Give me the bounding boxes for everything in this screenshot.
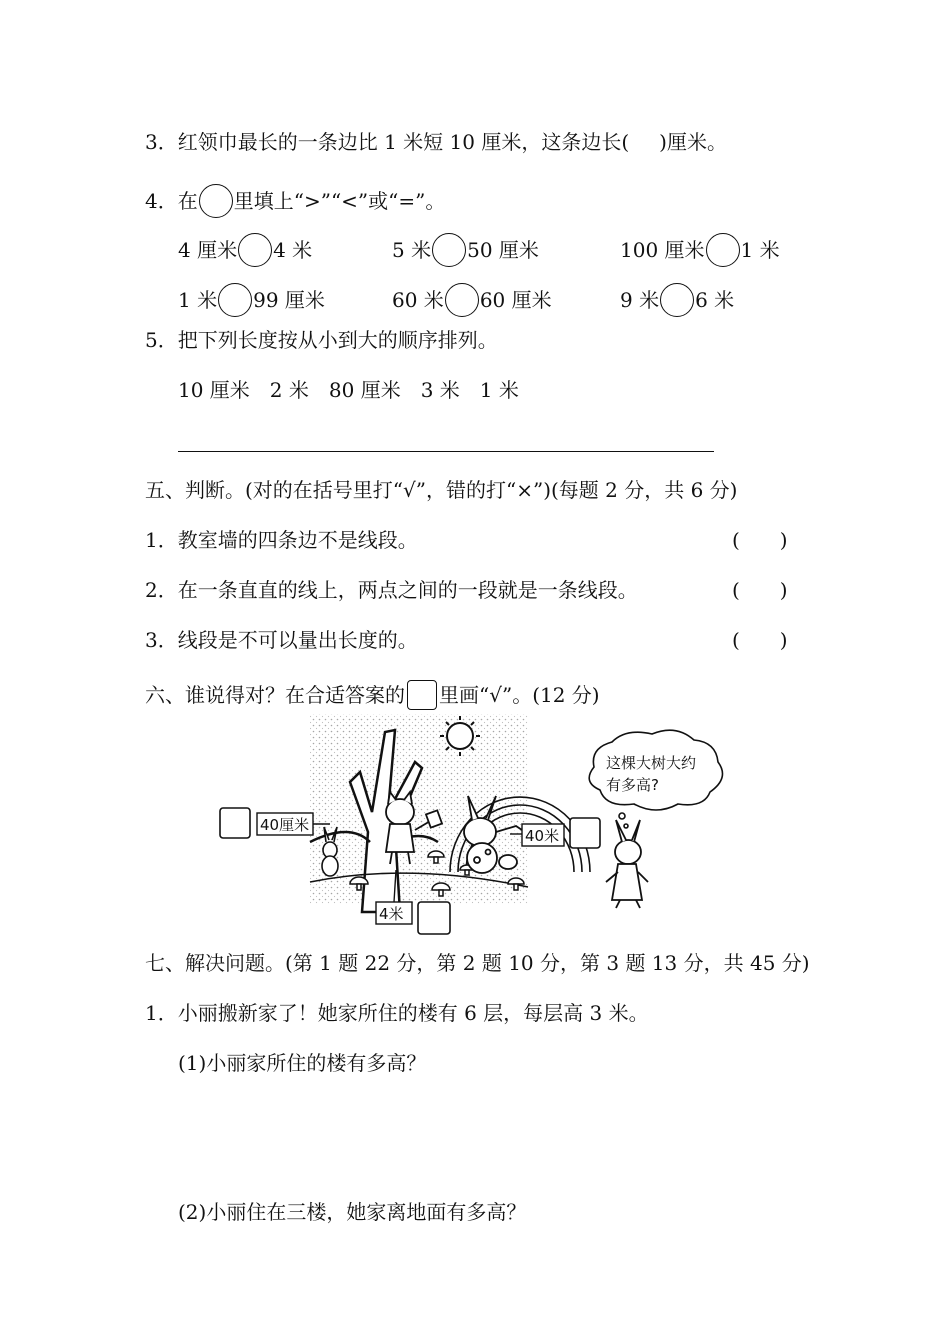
answer-box-bottom[interactable] (418, 902, 450, 934)
compare-left: 9 米 (620, 288, 660, 312)
question-4-3 (145, 128, 727, 156)
compare-right: 6 米 (695, 288, 735, 312)
compare-left: 1 米 (178, 288, 218, 312)
compare-left: 100 厘米 (620, 238, 705, 262)
compare-circle[interactable] (238, 233, 272, 267)
compare-circle[interactable] (432, 233, 466, 267)
question-text: 红领巾最长的一条边比 1 米短 10 厘米，这条边长( (177, 130, 630, 154)
rabbit-character-icon (606, 820, 648, 908)
circle-icon (199, 184, 233, 218)
section-7-heading: 七、解决问题。(第 1 题 22 分，第 2 题 10 分，第 3 题 13 分，共 45 分) (145, 951, 810, 975)
instruction-text-end: 里填上“>”“<”或“=”。 (233, 189, 446, 213)
square-icon (407, 680, 437, 710)
sun-icon (440, 716, 480, 756)
length-values: 10 厘米 2 米 80 厘米 3 米 1 米 (178, 378, 519, 402)
question-text: 小丽搬新家了！她家所住的楼有 6 层，每层高 3 米。 (177, 1001, 649, 1025)
question-4-4 (145, 184, 445, 218)
problem-1 (145, 999, 649, 1027)
question-number: 3． (145, 130, 178, 154)
judge-paren-3[interactable]: ( ) (732, 628, 788, 652)
compare-right: 99 厘米 (253, 288, 325, 312)
question-number: 3． (145, 628, 178, 652)
judge-item-2 (145, 576, 638, 604)
compare-right: 1 米 (740, 238, 780, 262)
bubble-text-line-2: 有多高? (606, 776, 659, 794)
compare-right: 4 米 (273, 238, 313, 262)
compare-right: 60 厘米 (479, 288, 552, 312)
label-right: 40米 (525, 827, 560, 845)
stipple-background (310, 714, 528, 904)
compare-left: 5 米 (392, 238, 432, 262)
problem-1-part-1: (1)小丽家所住的楼有多高？ (178, 1051, 427, 1075)
compare-circle[interactable] (218, 283, 252, 317)
compare-item (392, 283, 552, 317)
answer-line[interactable] (178, 451, 714, 452)
problem-1-part-2: (2)小丽住在三楼，她家离地面有多高？ (178, 1200, 527, 1224)
label-bottom: 4米 (379, 905, 404, 923)
compare-item (178, 283, 325, 317)
compare-left: 4 厘米 (178, 238, 238, 262)
compare-item (620, 233, 780, 267)
question-number: 4． (145, 189, 178, 213)
question-text: 把下列长度按从小到大的顺序排列。 (177, 328, 498, 352)
judge-item-3 (145, 626, 418, 654)
heading-text: 六、谁说得对？在合适答案的 (145, 683, 405, 707)
question-text: 线段是不可以量出长度的。 (177, 628, 418, 652)
question-text: 在一条直直的线上，两点之间的一段就是一条线段。 (177, 578, 638, 602)
compare-item (620, 283, 734, 317)
question-number: 2． (145, 578, 178, 602)
compare-right: 50 厘米 (467, 238, 539, 262)
compare-circle[interactable] (445, 283, 479, 317)
judge-paren-1[interactable]: ( ) (732, 528, 788, 552)
compare-item (178, 233, 312, 267)
question-text: 教室墙的四条边不是线段。 (177, 528, 418, 552)
label-left: 40厘米 (260, 816, 310, 834)
section-6-heading (145, 680, 600, 710)
heading-text-end: 里画“√”。(12 分) (439, 683, 600, 707)
question-number: 5． (145, 328, 178, 352)
question-4-5 (145, 326, 498, 354)
illustration-scene (210, 712, 750, 937)
answer-box-left[interactable] (220, 808, 250, 838)
judge-paren-2[interactable]: ( ) (732, 578, 788, 602)
judge-item-1 (145, 526, 418, 554)
section-5-heading: 五、判断。(对的在括号里打“√”，错的打“×”)(每题 2 分，共 6 分) (145, 478, 738, 502)
compare-left: 60 米 (392, 288, 444, 312)
question-number: 1． (145, 528, 178, 552)
question-number: 1． (145, 1001, 178, 1025)
question-text-end: )厘米。 (659, 130, 727, 154)
compare-circle[interactable] (706, 233, 740, 267)
compare-circle[interactable] (660, 283, 694, 317)
instruction-text: 在 (177, 189, 198, 213)
answer-box-right[interactable] (570, 818, 600, 848)
bubble-text-line-1: 这棵大树大约 (606, 754, 697, 772)
compare-item (392, 233, 539, 267)
